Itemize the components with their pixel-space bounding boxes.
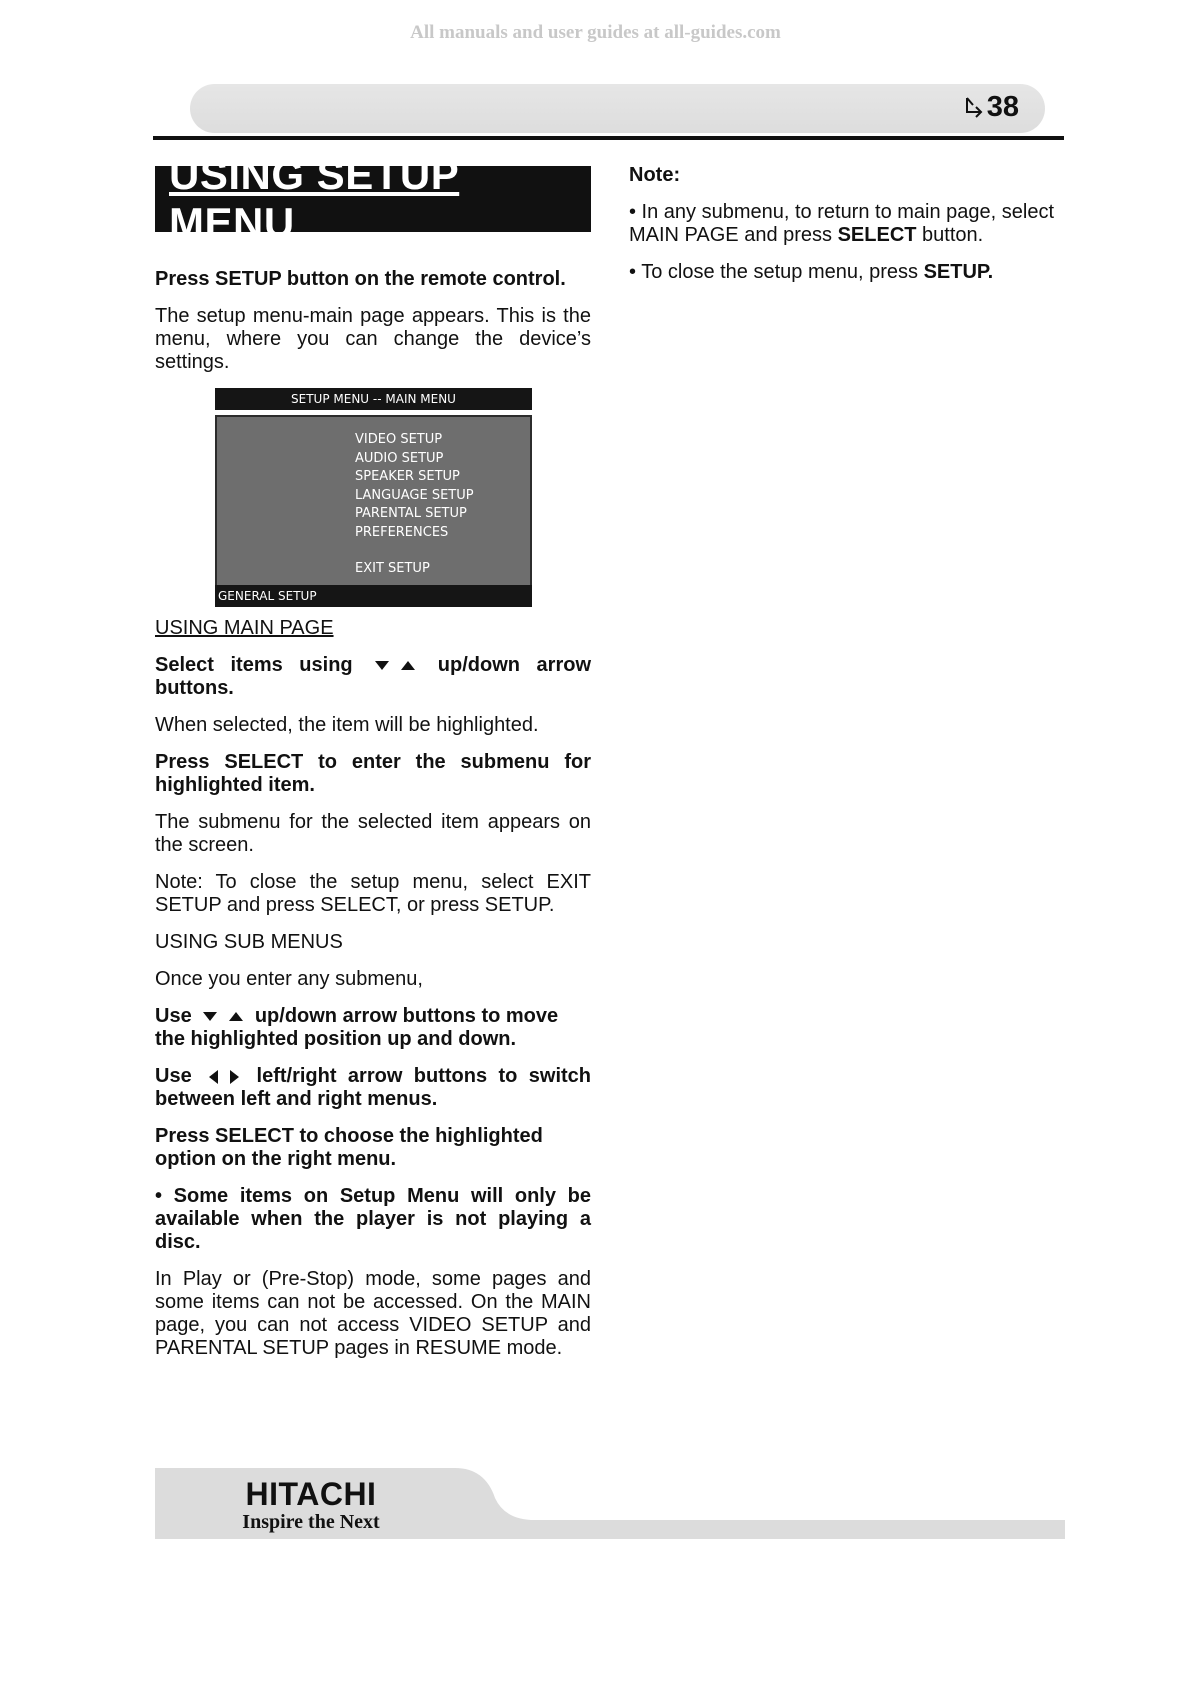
up-arrow-icon: [229, 1012, 243, 1021]
osd-item-language: LANGUAGE SETUP: [355, 487, 474, 503]
note-some-items: • Some items on Setup Menu will only be available when the player is not playing a disc.: [155, 1185, 591, 1253]
up-arrow-icon: [401, 661, 415, 670]
instruction-select-items: Select items using up/down arrow buttons.: [155, 654, 592, 699]
right-arrow-icon: [230, 1070, 239, 1084]
instruction-use-leftright: Use left/right arrow buttons to switch between left and right menus.: [155, 1065, 591, 1110]
right-column: [629, 164, 1067, 298]
instruction-use-updown: Use up/down arrow buttons to move the highlighted position up and down.: [155, 1005, 559, 1050]
page-title: USING SETUP MENU: [155, 166, 591, 232]
watermark: All manuals and user guides at all-guides.com: [410, 22, 781, 43]
page-number-text: 38: [986, 91, 1019, 123]
paragraph-note-close: Note: To close the setup menu, select EXIT SETUP and press SELECT, or press SETUP.: [155, 871, 591, 916]
instruction-press-setup: Press SETUP button on the remote control.: [155, 268, 566, 290]
paragraph-submenu-appears: The submenu for the selected item appears on the screen.: [155, 811, 591, 856]
instruction-press-select-choose: Press SELECT to choose the highlighted option on the right menu.: [155, 1125, 543, 1170]
paragraph-when-selected: When selected, the item will be highlighted.: [155, 714, 539, 736]
header-bar: [190, 84, 1045, 133]
hitachi-logo: [211, 1477, 411, 1533]
footer: [155, 1468, 1065, 1539]
paragraph-main-page: The setup menu-main page appears. This is the menu, where you can change the device’s settings.: [155, 305, 591, 373]
brand-name: HITACHI: [245, 1476, 377, 1512]
osd-item-parental: PARENTAL SETUP: [355, 506, 467, 521]
osd-footer: GENERAL SETUP: [215, 585, 532, 607]
heading-using-sub-menus: USING SUB MENUS: [155, 931, 343, 953]
paragraph-once-enter: Once you enter any submenu,: [155, 968, 423, 990]
note-title: Note:: [629, 164, 681, 186]
osd-item-exit: EXIT SETUP: [355, 561, 430, 576]
note-bullet-main-page: • In any submenu, to return to main page, select MAIN PAGE and press SELECT button.: [629, 201, 1055, 246]
note-bullet-close: • To close the setup menu, press SETUP.: [629, 261, 994, 283]
osd-item-audio: AUDIO SETUP: [355, 450, 444, 466]
osd-header: SETUP MENU -- MAIN MENU: [215, 388, 532, 410]
down-arrow-icon: [375, 661, 389, 670]
osd-item-preferences: PREFERENCES: [355, 524, 449, 540]
osd-item-video: VIDEO SETUP: [355, 432, 443, 447]
osd-body: [215, 415, 532, 585]
page-number: [963, 91, 1019, 124]
instruction-press-select: Press SELECT to enter the submenu for highlighted item.: [155, 751, 591, 796]
left-arrow-icon: [209, 1070, 218, 1084]
brand-tagline: Inspire the Next: [242, 1511, 380, 1533]
osd-item-speaker: SPEAKER SETUP: [355, 469, 460, 484]
setup-menu-screenshot: [215, 388, 532, 607]
hand-arrow-icon: [963, 96, 985, 120]
paragraph-in-play: In Play or (Pre-Stop) mode, some pages and some items can not be accessed. On the MAIN page, you can not access VIDEO SETUP and PARENTAL SETUP pages in RESUME mode.: [155, 1268, 591, 1359]
header-rule: [153, 136, 1064, 140]
heading-using-main-page: USING MAIN PAGE: [155, 617, 334, 639]
left-column: [155, 151, 592, 1374]
down-arrow-icon: [203, 1012, 217, 1021]
